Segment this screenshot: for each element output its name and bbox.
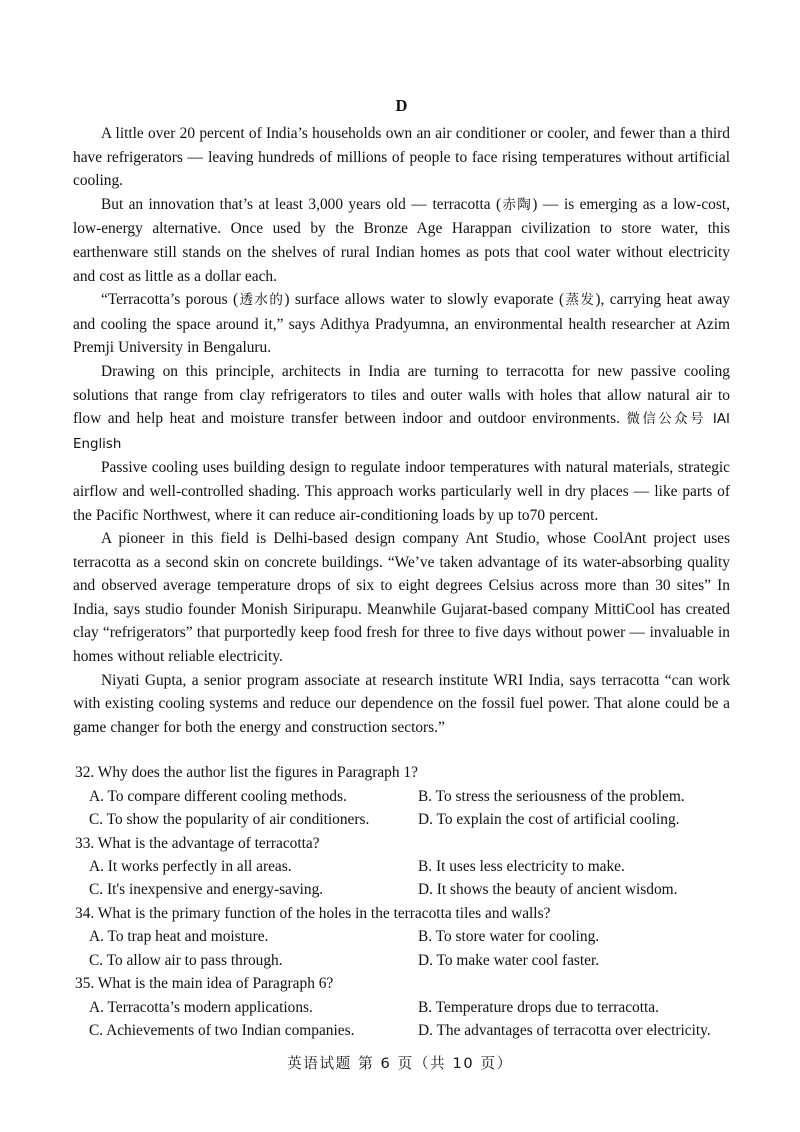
option-d[interactable]: D. To make water cool faster.	[418, 951, 600, 969]
option-a[interactable]: A. Terracotta’s modern applications.	[89, 998, 313, 1016]
paragraph-3: “Terracotta’s porous (透水的) surface allows water to slowly evaporate (蒸发), carrying heat away and cooling the space around it,” says Adithya Pradyumna, an environmental health researcher at Azim Premji University in Bengaluru.	[73, 291, 731, 357]
footer-text: 英语试题 第 6 页（共 10 页）	[287, 1055, 513, 1072]
article-body	[73, 122, 730, 739]
page-footer	[0, 1052, 800, 1073]
option-b[interactable]: B. It uses less electricity to make.	[418, 858, 625, 876]
option-d[interactable]: D. To explain the cost of artificial cooling.	[418, 811, 680, 829]
question-stem: 33. What is the advantage of terracotta?	[75, 834, 320, 852]
option-c[interactable]: C. To allow air to pass through.	[89, 951, 283, 969]
option-b[interactable]: B. To stress the seriousness of the problem.	[418, 787, 685, 805]
option-c[interactable]: C. It's inexpensive and energy-saving.	[89, 881, 324, 899]
paragraph-7: Niyati Gupta, a senior program associate at research institute WRI India, says terracotta “can work with existing cooling systems and reduce our dependence on the fossil fuel power. That alone could be a game changer for both the energy and construction sectors.”	[73, 671, 730, 736]
chinese-gloss: 赤陶	[501, 196, 533, 213]
paragraph-4: Drawing on this principle, architects in India are turning to terracotta for new passive cooling solutions that range from clay refrigerators to tiles and outer walls with holes that allow natural air to flow and help heat and moisture transfer between indoor and outdoor environments. 微信公众号 IAI English	[73, 362, 730, 452]
page-content	[73, 96, 730, 1042]
option-c[interactable]: C. To show the popularity of air conditioners.	[89, 811, 370, 829]
option-b[interactable]: B. To store water for cooling.	[418, 928, 600, 946]
option-d[interactable]: D. The advantages of terracotta over electricity.	[418, 1021, 711, 1039]
section-letter-heading: D	[395, 96, 408, 115]
em-dash: —	[629, 624, 646, 642]
em-dash: —	[542, 195, 559, 213]
question-stem: 34. What is the primary function of the holes in the terracotta tiles and walls?	[75, 904, 551, 922]
paragraph-5: Passive cooling uses building design to regulate indoor temperatures with natural materials, strategic airflow and well-controlled shading. This approach works particularly well in dry places — like parts of the Pacific Northwest, where it can reduce air-conditioning loads by up to70 percent.	[73, 459, 730, 524]
chinese-gloss: 蒸发	[564, 292, 596, 309]
em-dash: —	[411, 195, 428, 213]
question-stem: 35. What is the main idea of Paragraph 6?	[75, 975, 334, 993]
question-block	[73, 972, 730, 1042]
question-options	[73, 996, 730, 1043]
paragraph-6: A pioneer in this field is Delhi-based design company Ant Studio, whose CoolAnt project uses terracotta as a second skin on concrete buildings. “We’ve taken advantage of its water-absorbing quality and observed average temperature drops of six to eight degrees Celsius across more than 30 sites” In India, says studio founder Monish Siripurapu. Meanwhile Gujarat-based company MittiCool has created clay “refrigerators” that purportedly keep food fresh for three to five days without power — invaluable in homes without reliable electricity.	[73, 530, 731, 666]
option-a[interactable]: A. To trap heat and moisture.	[89, 928, 269, 946]
option-a[interactable]: A. It works perfectly in all areas.	[89, 858, 292, 876]
option-d[interactable]: D. It shows the beauty of ancient wisdom.	[418, 881, 678, 899]
question-options	[73, 925, 730, 972]
option-a[interactable]: A. To compare different cooling methods.	[89, 787, 347, 805]
inline-watermark: 微信公众号 IAI English	[73, 412, 730, 452]
paragraph-1: A little over 20 percent of India’s households own an air conditioner or cooler, and fewer than a third have refrigerators — leaving hundreds of millions of people to face rising temperatures without artificial cooling.	[73, 125, 730, 190]
question-options	[73, 785, 730, 832]
question-block	[73, 832, 730, 902]
question-block	[73, 761, 730, 831]
option-b[interactable]: B. Temperature drops due to terracotta.	[418, 998, 659, 1016]
paragraph-2: But an innovation that’s at least 3,000 years old — terracotta (赤陶) — is emerging as a low-cost, low-energy alternative. Once used by the Bronze Age Harappan civilization to store water, this earthenware still stands on the shelves of rural Indian homes as pots that cool water without electricity and cost as little as a dollar each.	[73, 195, 730, 285]
question-block	[73, 902, 730, 972]
em-dash: —	[187, 148, 204, 166]
em-dash: —	[633, 482, 650, 500]
chinese-gloss: 透水的	[238, 292, 285, 309]
question-stem: 32. Why does the author list the figures in Paragraph 1?	[75, 764, 418, 782]
questions-section	[73, 761, 730, 1042]
option-c[interactable]: C. Achievements of two Indian companies.	[89, 1021, 355, 1039]
question-options	[73, 855, 730, 902]
